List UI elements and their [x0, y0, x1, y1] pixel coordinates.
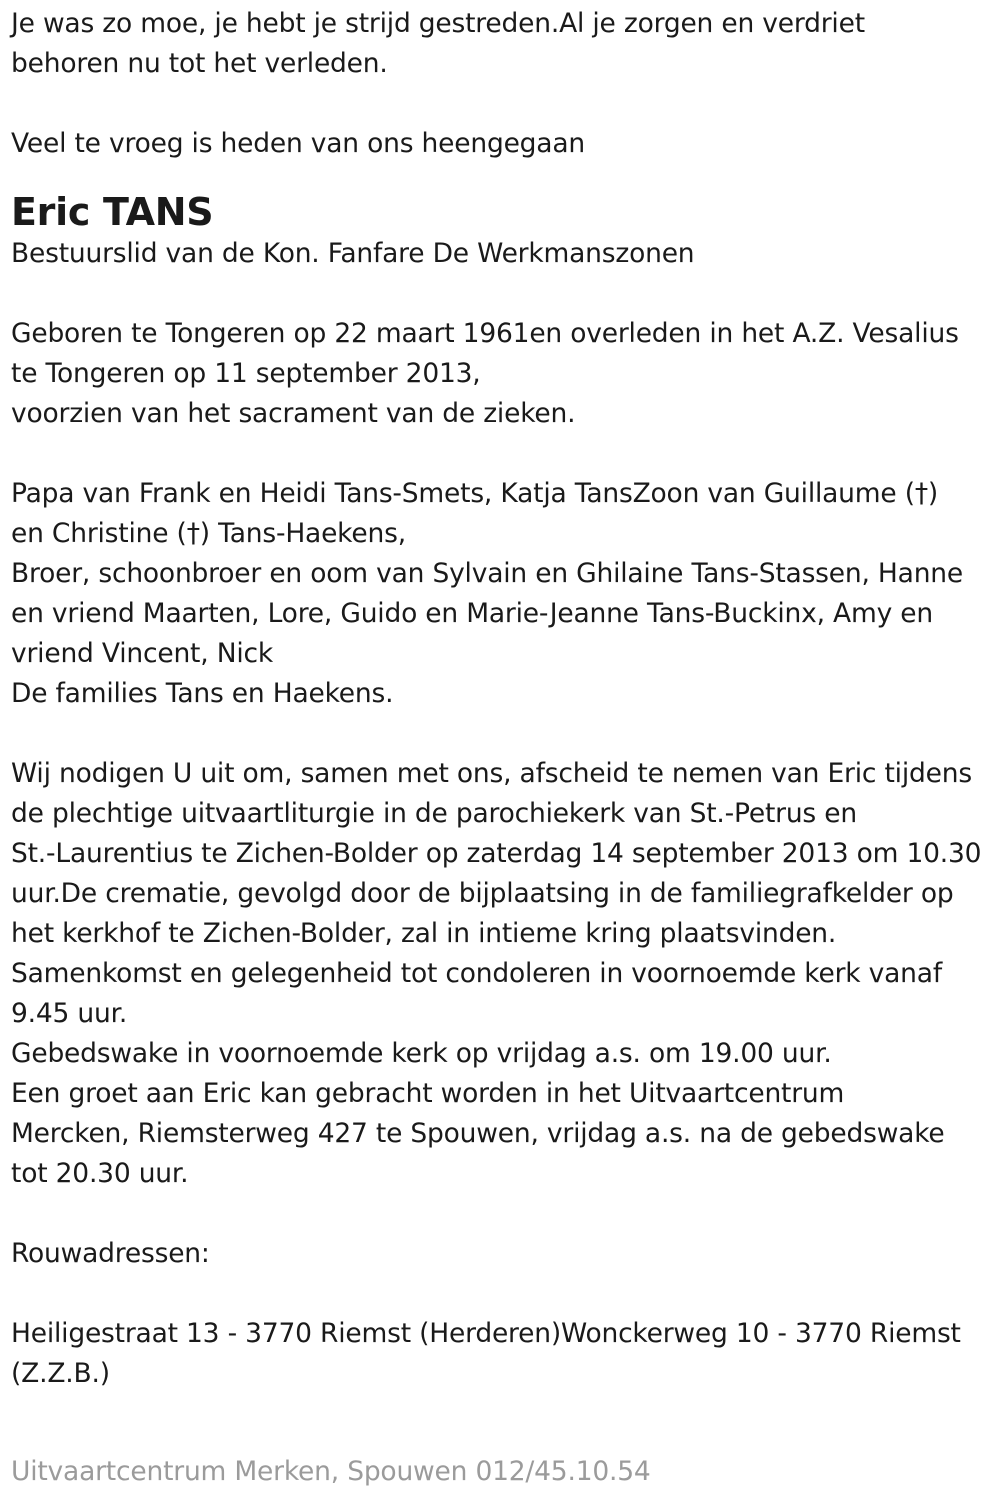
birth-death-paragraph	[11, 314, 996, 434]
paragraph-line: Gebedswake in voornoemde kerk op vrijdag a.s. om 19.00 uur.	[11, 1038, 832, 1069]
paragraph-line: (Z.Z.B.)	[11, 1358, 110, 1389]
ceremony-paragraph	[11, 754, 996, 1194]
addresses-heading: Rouwadressen:	[11, 1238, 210, 1269]
paragraph-line: Papa van Frank en Heidi Tans-Smets, Katja TansZoon van Guillaume (†)	[11, 478, 939, 509]
paragraph-line: uur.De crematie, gevolgd door de bijplaatsing in de familiegrafkelder op	[11, 878, 954, 909]
paragraph-line: Een groet aan Eric kan gebracht worden in het Uitvaartcentrum	[11, 1078, 845, 1109]
paragraph-line: St.-Laurentius te Zichen-Bolder op zaterdag 14 september 2013 om 10.30	[11, 838, 982, 869]
paragraph-line: Broer, schoonbroer en oom van Sylvain en Ghilaine Tans-Stassen, Hanne	[11, 558, 963, 589]
paragraph-line: voorzien van het sacrament van de zieken.	[11, 398, 576, 429]
paragraph-line: De families Tans en Haekens.	[11, 678, 394, 709]
spacer	[11, 274, 996, 314]
paragraph-line: en vriend Maarten, Lore, Guido en Marie-Jeanne Tans-Buckinx, Amy en	[11, 598, 933, 629]
paragraph-line: Wij nodigen U uit om, samen met ons, afscheid te nemen van Eric tijdens	[11, 758, 972, 789]
paragraph-line: Mercken, Riemsterweg 427 te Spouwen, vrijdag a.s. na de gebedswake	[11, 1118, 945, 1149]
spacer	[11, 1194, 996, 1234]
paragraph-line: vriend Vincent, Nick	[11, 638, 273, 669]
paragraph-line: te Tongeren op 11 september 2013,	[11, 358, 481, 389]
paragraph-line: de plechtige uitvaartliturgie in de parochiekerk van St.-Petrus en	[11, 798, 857, 829]
paragraph-line: Heiligestraat 13 - 3770 Riemst (Herderen)Wonckerweg 10 - 3770 Riemst	[11, 1318, 961, 1349]
paragraph-line: en Christine (†) Tans-Haekens,	[11, 518, 406, 549]
paragraph-line: tot 20.30 uur.	[11, 1158, 189, 1189]
paragraph-line: Samenkomst en gelegenheid tot condoleren in voornoemde kerk vanaf	[11, 958, 942, 989]
paragraph-line: Geboren te Tongeren op 22 maart 1961en overleden in het A.Z. Vesalius	[11, 318, 959, 349]
spacer	[11, 84, 996, 124]
obituary-notice	[11, 4, 996, 1394]
addresses-paragraph	[11, 1314, 996, 1394]
paragraph-line: 9.45 uur.	[11, 998, 128, 1029]
family-paragraph	[11, 474, 996, 714]
spacer	[11, 714, 996, 754]
paragraph-line: het kerkhof te Zichen-Bolder, zal in intieme kring plaatsvinden.	[11, 918, 837, 949]
spacer	[11, 434, 996, 474]
verse-line: Je was zo moe, je hebt je strijd gestreden.Al je zorgen en verdriet	[11, 8, 865, 39]
announcement-text: Veel te vroeg is heden van ons heengegaan	[11, 128, 585, 159]
funeral-home-footer: Uitvaartcentrum Merken, Spouwen 012/45.10.54	[11, 1456, 651, 1487]
spacer	[11, 1274, 996, 1314]
verse	[11, 4, 996, 84]
verse-line: behoren nu tot het verleden.	[11, 48, 388, 79]
deceased-name: Eric TANS	[11, 190, 214, 234]
deceased-role: Bestuurslid van de Kon. Fanfare De Werkmanszonen	[11, 238, 695, 269]
